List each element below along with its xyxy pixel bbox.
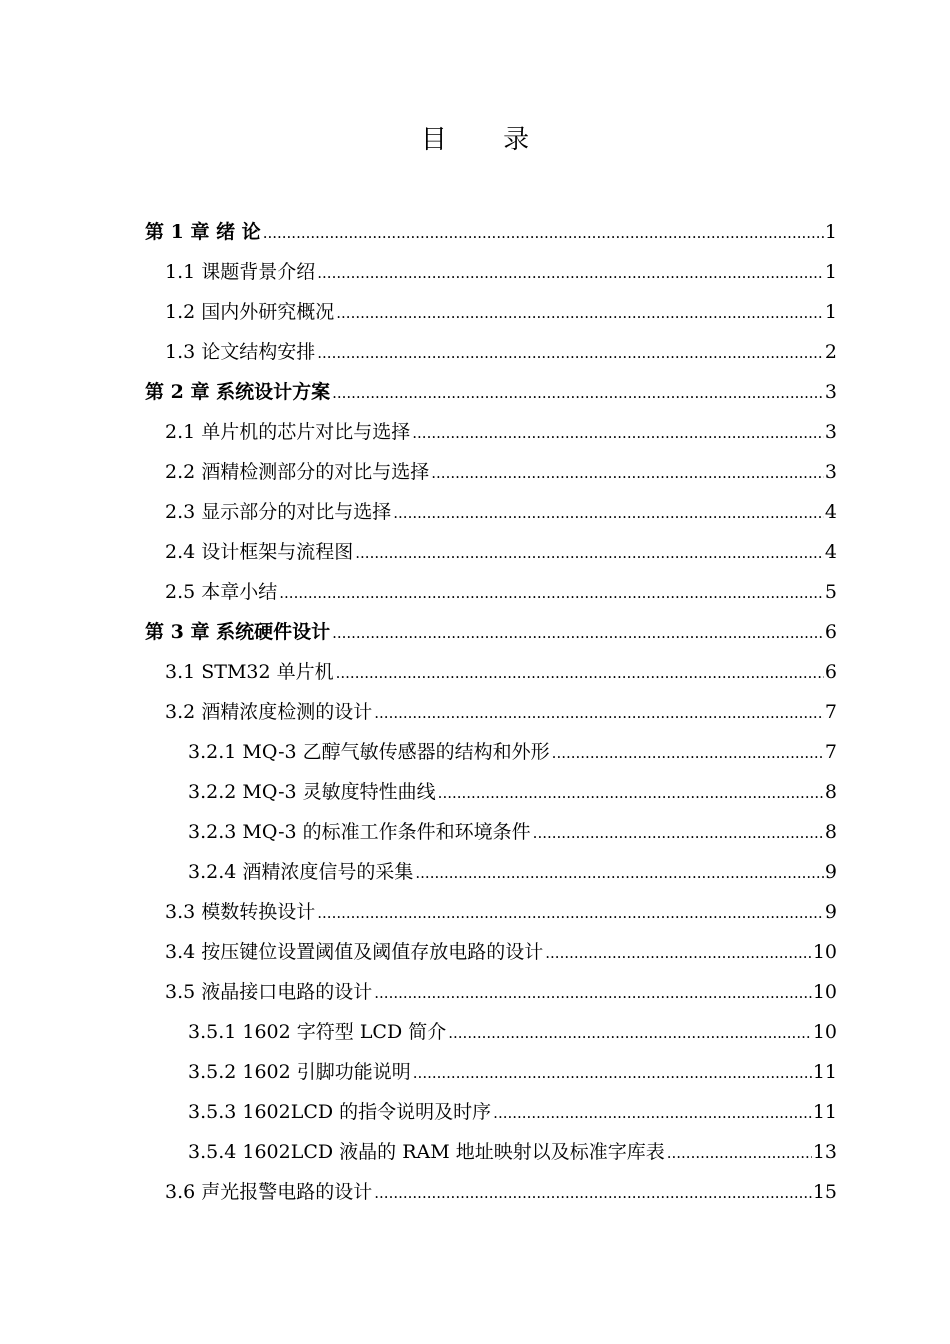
toc-entry[interactable] — [145, 772, 837, 812]
toc-entry[interactable] — [145, 612, 837, 652]
toc-page-number: 10 — [812, 941, 837, 963]
toc-leader-dots — [545, 933, 812, 973]
toc-leader-dots — [415, 853, 824, 893]
toc-entry[interactable] — [145, 692, 837, 732]
toc-page-number: 3 — [824, 381, 837, 403]
toc-leader-dots — [552, 733, 824, 773]
toc-leader-dots — [667, 1133, 812, 1173]
toc-leader-dots — [413, 1053, 812, 1093]
toc-page-number: 2 — [824, 341, 837, 363]
toc-entry-text: 2.2 酒精检测部分的对比与选择 — [165, 461, 430, 483]
toc-entry[interactable] — [145, 212, 837, 252]
toc-leader-dots — [279, 573, 824, 613]
toc-leader-dots — [493, 1093, 812, 1133]
toc-leader-dots — [332, 373, 824, 413]
toc-entry-text: 3.5.4 1602LCD 液晶的 RAM 地址映射以及标准字库表 — [188, 1141, 665, 1163]
toc-entry-text: 2.3 显示部分的对比与选择 — [165, 501, 392, 523]
toc-title: 目 录 — [420, 125, 554, 155]
toc-page-number: 1 — [824, 221, 837, 243]
toc-entry-text: 3.2 酒精浓度检测的设计 — [165, 701, 373, 723]
toc-page-number: 11 — [812, 1101, 837, 1123]
toc-entry[interactable] — [145, 1052, 837, 1092]
toc-page-number: 15 — [812, 1181, 837, 1203]
toc-entry-text: 3.5.3 1602LCD 的指令说明及时序 — [188, 1101, 492, 1123]
toc-entry[interactable] — [145, 532, 837, 572]
toc-leader-dots — [438, 773, 824, 813]
toc-entry[interactable] — [145, 1132, 837, 1172]
toc-entry-text: 3.4 按压键位设置阈值及阈值存放电路的设计 — [165, 941, 544, 963]
toc-entry-text: 3.2.2 MQ-3 灵敏度特性曲线 — [188, 781, 436, 803]
toc-entry[interactable] — [145, 972, 837, 1012]
toc-page-number: 6 — [824, 621, 837, 643]
toc-list — [145, 212, 837, 1212]
toc-entry-text: 3.5.1 1602 字符型 LCD 简介 — [188, 1021, 447, 1043]
toc-page-number: 6 — [824, 661, 837, 683]
toc-page-number: 11 — [812, 1061, 837, 1083]
toc-leader-dots — [317, 253, 824, 293]
toc-page-number: 5 — [824, 581, 837, 603]
toc-page-number: 10 — [812, 981, 837, 1003]
toc-leader-dots — [317, 333, 824, 373]
toc-page-number: 13 — [812, 1141, 837, 1163]
toc-entry[interactable] — [145, 372, 837, 412]
toc-leader-dots — [393, 493, 824, 533]
toc-entry-text: 3.2.4 酒精浓度信号的采集 — [188, 861, 414, 883]
toc-entry-text: 3.2.3 MQ-3 的标准工作条件和环境条件 — [188, 821, 531, 843]
toc-page-number: 8 — [824, 821, 837, 843]
toc-page-number: 8 — [824, 781, 837, 803]
toc-entry[interactable] — [145, 812, 837, 852]
toc-entry[interactable] — [145, 452, 837, 492]
toc-entry-text: 第 1 章 绪 论 — [145, 221, 261, 243]
toc-page-number: 7 — [824, 701, 837, 723]
toc-entry-text: 3.1 STM32 单片机 — [165, 661, 334, 683]
toc-page-number: 9 — [824, 901, 837, 923]
toc-entry-text: 3.6 声光报警电路的设计 — [165, 1181, 373, 1203]
toc-entry[interactable] — [145, 852, 837, 892]
toc-entry[interactable] — [145, 932, 837, 972]
toc-entry[interactable] — [145, 412, 837, 452]
toc-page-number: 9 — [824, 861, 837, 883]
toc-leader-dots — [412, 413, 824, 453]
toc-leader-dots — [374, 693, 824, 733]
toc-leader-dots — [317, 893, 824, 933]
toc-leader-dots — [336, 653, 824, 693]
toc-entry-text: 1.1 课题背景介绍 — [165, 261, 316, 283]
toc-entry[interactable] — [145, 292, 837, 332]
toc-entry-text: 第 3 章 系统硬件设计 — [145, 621, 331, 643]
toc-leader-dots — [533, 813, 824, 853]
toc-leader-dots — [332, 613, 824, 653]
toc-entry-text: 2.5 本章小结 — [165, 581, 278, 603]
toc-entry[interactable] — [145, 1092, 837, 1132]
toc-entry-text: 3.5 液晶接口电路的设计 — [165, 981, 373, 1003]
toc-page-number: 7 — [824, 741, 837, 763]
toc-leader-dots — [374, 1173, 812, 1213]
toc-leader-dots — [431, 453, 824, 493]
toc-entry-text: 2.1 单片机的芯片对比与选择 — [165, 421, 411, 443]
toc-entry-text: 3.5.2 1602 引脚功能说明 — [188, 1061, 411, 1083]
toc-leader-dots — [263, 213, 824, 253]
toc-entry[interactable] — [145, 1012, 837, 1052]
toc-entry-text: 1.2 国内外研究概况 — [165, 301, 335, 323]
toc-entry[interactable] — [145, 732, 837, 772]
toc-leader-dots — [448, 1013, 812, 1053]
toc-entry[interactable] — [145, 892, 837, 932]
toc-page-number: 4 — [824, 541, 837, 563]
toc-entry-text: 第 2 章 系统设计方案 — [145, 381, 331, 403]
toc-entry[interactable] — [145, 652, 837, 692]
toc-page-number: 1 — [824, 301, 837, 323]
toc-page-number: 4 — [824, 501, 837, 523]
toc-entry[interactable] — [145, 492, 837, 532]
toc-leader-dots — [336, 293, 824, 333]
toc-entry-text: 3.3 模数转换设计 — [165, 901, 316, 923]
toc-entry[interactable] — [145, 572, 837, 612]
toc-leader-dots — [355, 533, 824, 573]
toc-entry-text: 2.4 设计框架与流程图 — [165, 541, 354, 563]
toc-page-number: 3 — [824, 461, 837, 483]
toc-entry[interactable] — [145, 252, 837, 292]
toc-entry[interactable] — [145, 332, 837, 372]
toc-page-number: 10 — [812, 1021, 837, 1043]
toc-entry-text: 3.2.1 MQ-3 乙醇气敏传感器的结构和外形 — [188, 741, 550, 763]
toc-leader-dots — [374, 973, 812, 1013]
toc-entry[interactable] — [145, 1172, 837, 1212]
toc-page-number: 1 — [824, 261, 837, 283]
toc-entry-text: 1.3 论文结构安排 — [165, 341, 316, 363]
toc-page-number: 3 — [824, 421, 837, 443]
